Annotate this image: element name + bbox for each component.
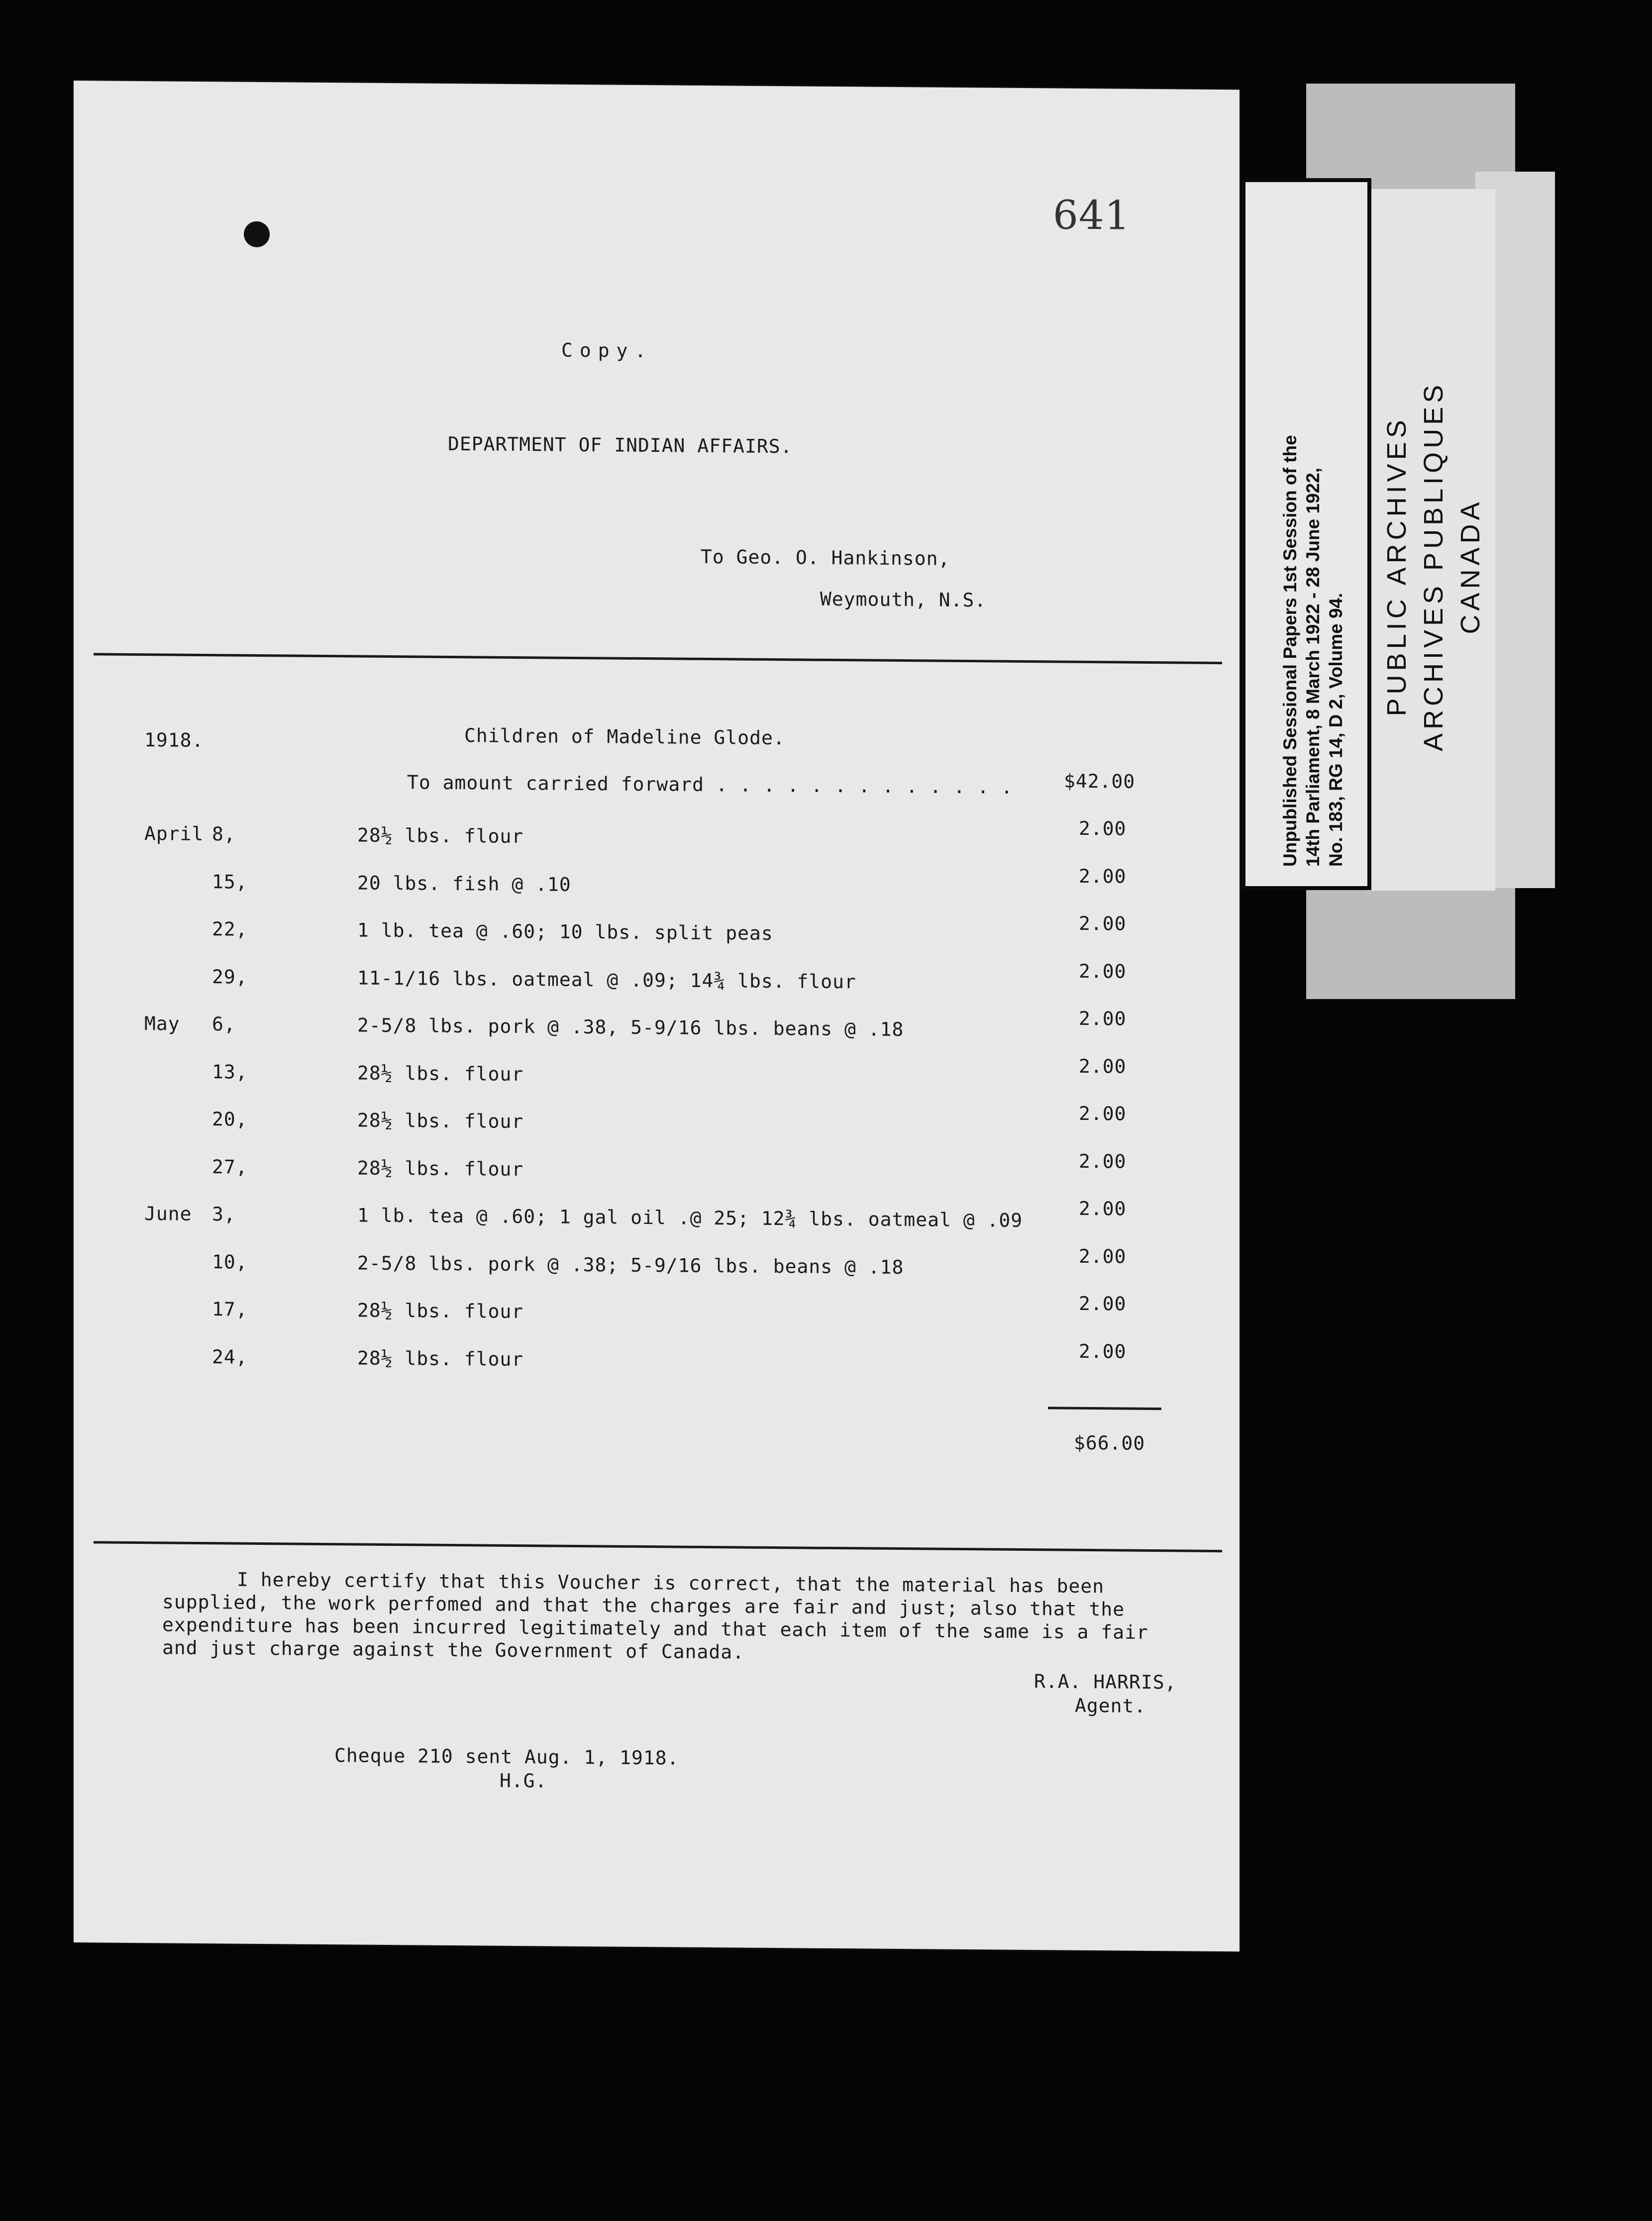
ledger-day: 10, — [212, 1250, 248, 1273]
account-year: 1918. — [144, 729, 204, 752]
ledger-day: 15, — [212, 870, 248, 893]
ledger-month: April — [144, 822, 204, 845]
carried-forward-label: To amount carried forward . . . . . . . . . . . . . — [407, 771, 1013, 798]
certification-line: I hereby certify that this Voucher is correct, that the material has been — [237, 1568, 1105, 1598]
ledger-amount: 2.00 — [1079, 865, 1127, 888]
archives-line: CANADA — [1455, 498, 1485, 634]
sessional-line: Unpublished Sessional Papers 1st Session of the — [1280, 435, 1300, 867]
ledger-amount: 2.00 — [1079, 960, 1127, 983]
ledger-description: 2-5/8 lbs. pork @ .38; 5-9/16 lbs. beans @ .18 — [357, 1251, 904, 1278]
ledger-row — [74, 1150, 1239, 1194]
divider-rule — [94, 653, 1222, 664]
ledger-amount: 2.00 — [1079, 1197, 1127, 1220]
certification-text — [162, 1567, 1157, 1667]
ledger-amount: 2.00 — [1079, 1102, 1127, 1125]
ledger-day: 13, — [212, 1060, 248, 1083]
divider-rule — [94, 1541, 1222, 1552]
ledger-description: 28½ lbs. flour — [357, 1109, 524, 1133]
ledger-amount: 2.00 — [1079, 817, 1127, 840]
ledger-row — [74, 960, 1239, 1004]
certification-line: supplied, the work perfomed and that the charges are fair and just; also that the — [162, 1591, 1125, 1620]
sessional-line: 14th Parliament, 8 March 1922 - 28 June 1922, — [1303, 467, 1323, 867]
ledger-amount: 2.00 — [1079, 1245, 1127, 1268]
signer-name: R.A. HARRIS, — [1034, 1670, 1177, 1694]
ledger-description: 28½ lbs. flour — [357, 1299, 524, 1323]
sessional-line: No. 183, RG 14, D 2, Volume 94. — [1326, 593, 1346, 867]
account-subject: Children of Madeline Glode. — [464, 724, 785, 749]
ledger-row — [74, 1245, 1239, 1289]
ledger-row — [74, 1007, 1239, 1051]
ledger-row — [74, 912, 1239, 956]
archives-line: ARCHIVES PUBLIQUES — [1419, 381, 1448, 751]
archives-line: PUBLIC ARCHIVES — [1382, 416, 1412, 716]
ledger-amount: 2.00 — [1079, 1007, 1127, 1030]
ledger-month: June — [144, 1203, 192, 1225]
ledger-row — [74, 865, 1239, 909]
certification-line: expenditure has been incurred legitimately and that each item of the same is a fair — [162, 1614, 1148, 1643]
sessional-papers-label — [1279, 435, 1347, 867]
cheque-note: Cheque 210 sent Aug. 1, 1918. — [334, 1744, 679, 1769]
ledger-day: 27, — [212, 1155, 248, 1178]
ledger-row — [74, 817, 1239, 861]
ledger-row — [74, 1340, 1239, 1384]
carried-forward-amount: $42.00 — [1064, 770, 1136, 793]
ledger-day: 24, — [212, 1345, 248, 1368]
ledger-amount: 2.00 — [1079, 1150, 1127, 1173]
voucher-page — [74, 81, 1239, 1951]
ledger-amount: 2.00 — [1079, 1340, 1127, 1363]
ledger-row — [74, 1102, 1239, 1146]
ledger-description: 28½ lbs. flour — [357, 824, 524, 848]
ledger-day: 17, — [212, 1298, 248, 1320]
ledger-day: 22, — [212, 918, 248, 940]
ledger-description: 20 lbs. fish @ .10 — [357, 871, 571, 896]
ledger-day: 29, — [212, 965, 248, 988]
ledger-amount: 2.00 — [1079, 1055, 1127, 1078]
ledger-description: 11-1/16 lbs. oatmeal @ .09; 14¾ lbs. flour — [357, 966, 856, 993]
ledger-description: 2-5/8 lbs. pork @ .38, 5-9/16 lbs. beans @ .18 — [357, 1014, 904, 1041]
ledger-description: 1 lb. tea @ .60; 1 gal oil .@ 25; 12¾ lbs. oatmeal @ .09 — [357, 1204, 1023, 1231]
ledger-description: 1 lb. tea @ .60; 10 lbs. split peas — [357, 919, 773, 945]
ledger-amount: 2.00 — [1079, 912, 1127, 935]
ledger-month: May — [144, 1012, 180, 1035]
ledger-row — [74, 1055, 1239, 1099]
ledger-row — [74, 1292, 1239, 1336]
ledger-description: 28½ lbs. flour — [357, 1346, 524, 1370]
addressee-place: Weymouth, N.S. — [820, 588, 987, 611]
ledger-description: 28½ lbs. flour — [357, 1156, 524, 1180]
cheque-initials: H.G. — [500, 1769, 547, 1792]
public-archives-label — [1378, 381, 1489, 751]
department-heading: DEPARTMENT OF INDIAN AFFAIRS. — [448, 432, 793, 458]
total-rule — [1048, 1407, 1161, 1410]
ledger-day: 6, — [212, 1013, 236, 1035]
punch-hole — [244, 221, 270, 247]
ledger-day: 20, — [212, 1108, 248, 1130]
ledger-row — [74, 1197, 1239, 1241]
certification-line: and just charge against the Government of Canada. — [162, 1636, 745, 1663]
ledger-amount: 2.00 — [1079, 1292, 1127, 1315]
folio-number: 641 — [1053, 192, 1131, 239]
ledger-description: 28½ lbs. flour — [357, 1061, 524, 1085]
copy-label: Copy. — [561, 339, 653, 362]
ledger-day: 8, — [212, 823, 236, 845]
ledger-day: 3, — [212, 1203, 236, 1225]
total-amount: $66.00 — [1074, 1431, 1145, 1454]
signer-title: Agent. — [1075, 1694, 1146, 1717]
addressee-name: To Geo. O. Hankinson, — [701, 545, 950, 570]
